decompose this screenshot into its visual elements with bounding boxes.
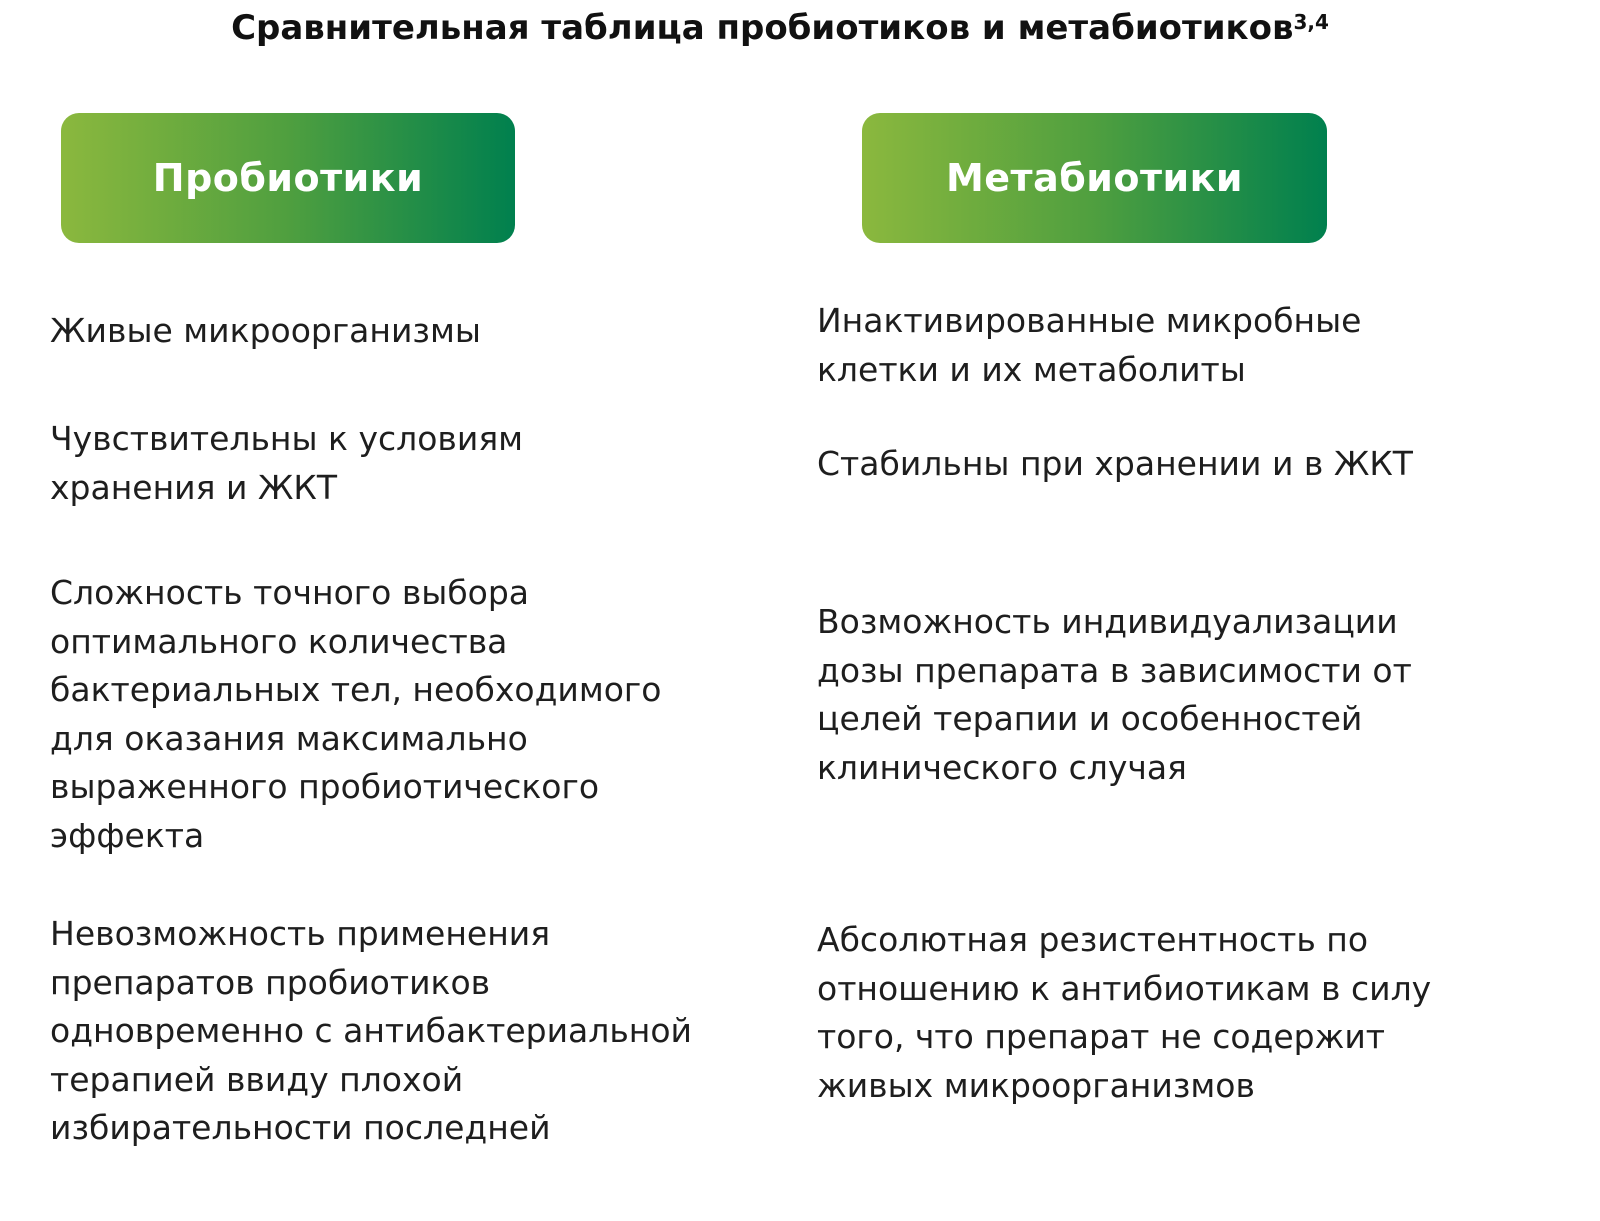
metabiotics-row-1: Инактивированные микробные клетки и их метаболиты [817, 301, 1362, 389]
page-title [0, 4, 1560, 52]
header-metabiotics-label: Метабиотики [945, 156, 1244, 200]
probiotics-row-2: Чувствительны к условиям хранения и ЖКТ [50, 419, 524, 507]
probiotics-row-3: Сложность точного выбора оптимального количества бактериальных тел, необходимого для оказания максимально выраженного пробиотического эффекта [50, 573, 662, 855]
probiotics-row-1: Живые микроорганизмы [50, 311, 481, 350]
title-reference: 3,4 [1293, 10, 1329, 34]
metabiotics-row-4: Абсолютная резистентность по отношению к антибиотикам в силу того, что препарат не содержит живых микроорганизмов [817, 920, 1432, 1105]
header-metabiotics [862, 113, 1327, 243]
probiotics-row-4: Невозможность применения препаратов пробиотиков одновременно с антибактериальной терапией ввиду плохой избирательности последней [50, 914, 693, 1147]
metabiotics-row-2: Стабильны при хранении и в ЖКТ [817, 444, 1413, 483]
title-text: Сравнительная таблица пробиотиков и метабиотиков [231, 8, 1294, 48]
metabiotics-row-3: Возможность индивидуализации дозы препарата в зависимости от целей терапии и особенностей клинического случая [817, 602, 1412, 787]
header-probiotics-label: Пробиотики [152, 156, 424, 200]
header-probiotics [61, 113, 515, 243]
